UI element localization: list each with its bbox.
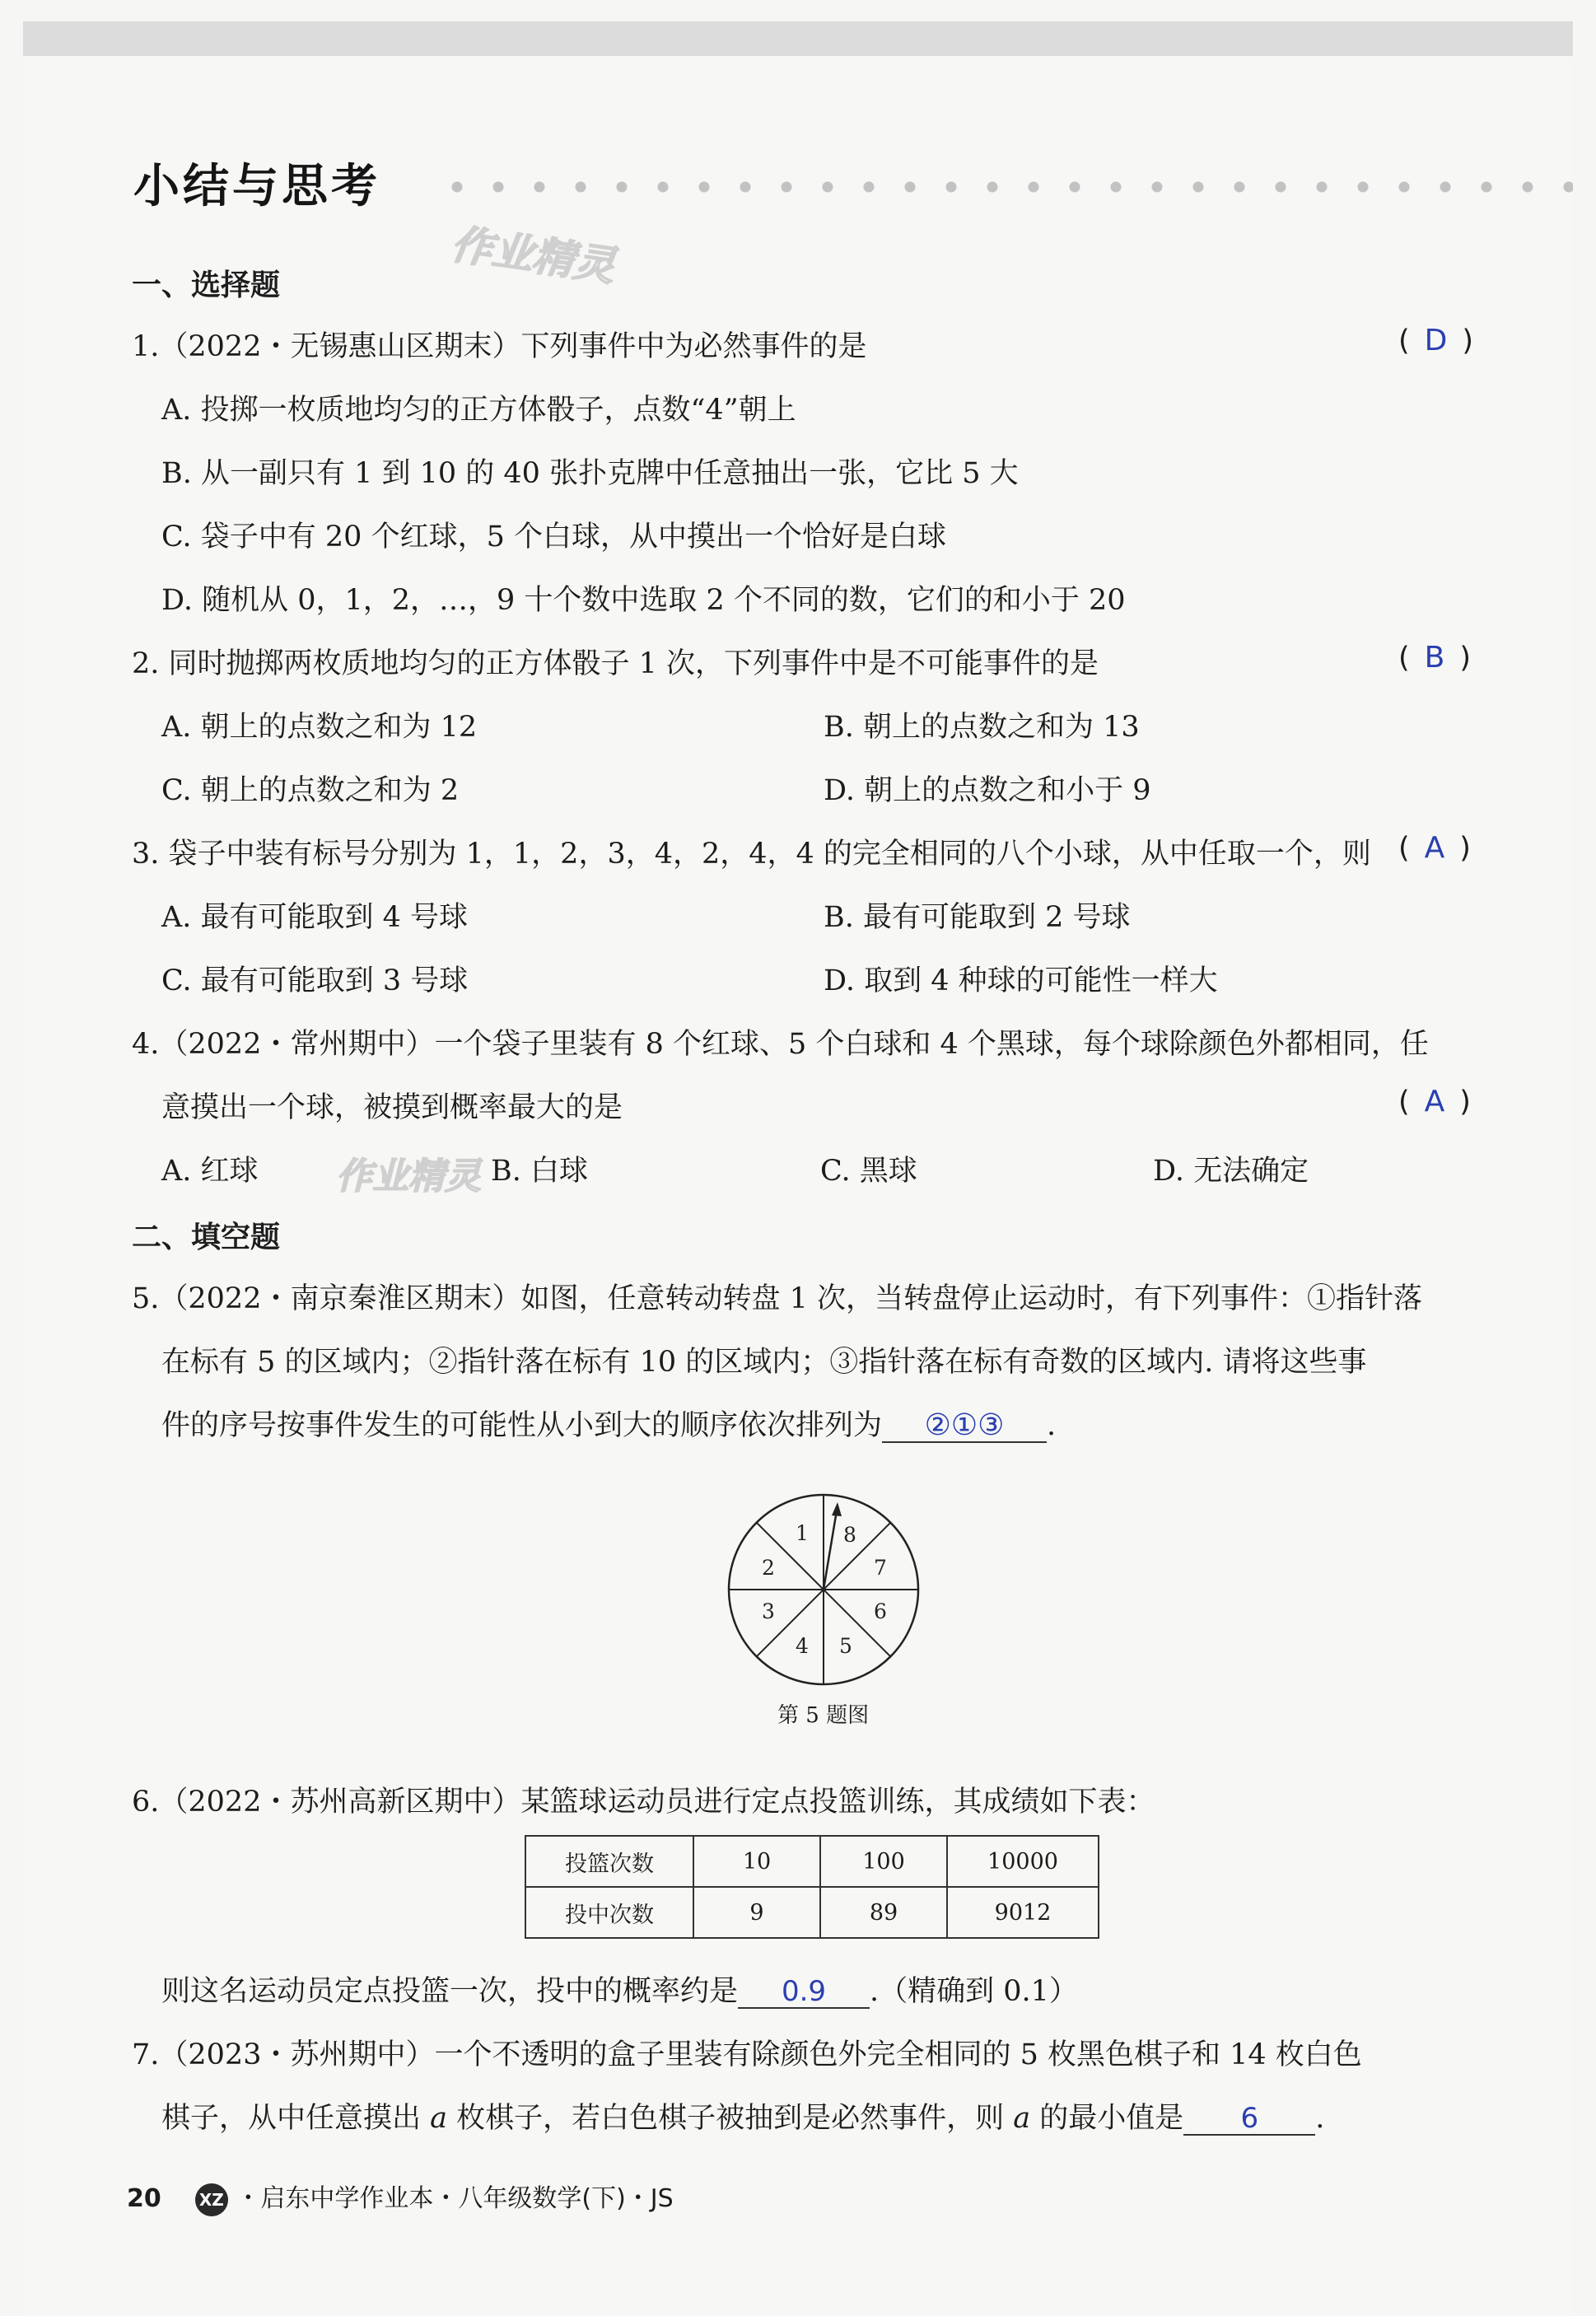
q4-option-b: B. 白球 [491,1155,588,1188]
q4-option-a: A. 红球 [161,1155,259,1188]
answer-4: ( A ) [1398,1085,1471,1118]
table-cell: 10000 [947,1836,1099,1887]
table-cell: 89 [820,1887,947,1938]
section-choice: 一、选择题 [132,268,281,302]
spinner-wheel [725,1491,922,1688]
answer-7: 6 [1183,2104,1315,2136]
q3-option-b: B. 最有可能取到 2 号球 [824,901,1131,934]
wheel-label-4: 4 [796,1634,809,1658]
question-5-line3: 件的序号按事件发生的可能性从小到大的顺序依次排列为 ②①③ . [161,1408,1057,1442]
answer-3: ( A ) [1398,831,1471,865]
wheel-label-3: 3 [762,1599,775,1623]
q3-option-c: C. 最有可能取到 3 号球 [161,964,469,997]
question-6: 6.（2022・苏州高新区期中）某篮球运动员进行定点投篮训练，其成绩如下表： [132,1786,1155,1819]
q2-option-d: D. 朝上的点数之和小于 9 [824,774,1151,807]
answer-2: ( B ) [1398,641,1472,675]
question-4-line1: 4.（2022・常州期中）一个袋子里装有 8 个红球、5 个白球和 4 个黑球，每个球除颜色外都相同，任 [132,1028,1429,1061]
table-cell: 投中次数 [525,1887,693,1938]
question-4-line2: 意摸出一个球，被摸到概率最大的是 [161,1091,623,1124]
answer-6: 0.9 [738,1977,870,2009]
watermark: 作业精灵 [448,220,618,291]
q1-option-b: B. 从一副只有 1 到 10 的 40 张扑克牌中任意抽出一张，它比 5 大 [161,457,1019,490]
section-fill: 二、填空题 [132,1221,281,1254]
wheel-label-6: 6 [874,1599,887,1623]
question-3: 3. 袋子中装有标号分别为 1，1，2，3，4，2，4，4 的完全相同的八个小球，从中任取一个，则 [132,838,1371,871]
question-7-line2: 棋子，从中任意摸出 a 枚棋子，若白色棋子被抽到是必然事件，则 a 的最小值是 6 . [161,2102,1325,2135]
question-7-line1: 7.（2023・苏州期中）一个不透明的盒子里装有除颜色外完全相同的 5 枚黑色棋子和 14 枚白色 [132,2038,1362,2071]
wheel-label-1: 1 [796,1521,809,1545]
footer-text: ・启东中学作业本・八年级数学(下)・JS [236,2184,674,2213]
q4-option-d: D. 无法确定 [1153,1155,1309,1188]
wheel-label-2: 2 [762,1556,775,1580]
question-2: 2. 同时抛掷两枚质地均匀的正方体骰子 1 次，下列事件中是不可能事件的是 [132,647,1099,680]
q2-option-a: A. 朝上的点数之和为 12 [161,711,478,744]
table-cell: 100 [820,1836,947,1887]
question-5-line1: 5.（2022・南京秦淮区期末）如图，任意转动转盘 1 次，当转盘停止运动时，有下列事件：①指针落 [132,1282,1422,1315]
page-footer [127,2178,674,2216]
question-1: 1.（2022・无锡惠山区期末）下列事件中为必然事件的是 [132,330,867,363]
q3-option-d: D. 取到 4 种球的可能性一样大 [824,964,1218,997]
answer-1: ( D ) [1398,324,1474,357]
figure-caption: 第 5 题图 [777,1703,870,1728]
publisher-badge: XZ [195,2183,228,2216]
table-cell: 9 [693,1887,820,1938]
title-dot-rule [436,181,1573,193]
q2-option-b: B. 朝上的点数之和为 13 [824,711,1140,744]
table-cell: 投篮次数 [525,1836,693,1887]
question-6-followup: 则这名运动员定点投篮一次，投中的概率约是 0.9 .（精确到 0.1） [161,1975,1078,2008]
page-title: 小结与思考 [133,160,380,213]
q1-option-d: D. 随机从 0，1，2，…，9 十个数中选取 2 个不同的数，它们的和小于 20 [161,584,1126,617]
question-5-line2: 在标有 5 的区域内；②指针落在标有 10 的区域内；③指针落在标有奇数的区域内. 请将这些事 [161,1346,1367,1379]
table-row [525,1836,1099,1887]
wheel-label-8: 8 [843,1523,856,1547]
q2-option-c: C. 朝上的点数之和为 2 [161,774,460,807]
watermark-2: 作业精灵 [336,1156,481,1198]
q1-option-a: A. 投掷一枚质地均匀的正方体骰子，点数“4”朝上 [161,394,796,427]
wheel-label-7: 7 [874,1556,887,1580]
q4-option-c: C. 黑球 [820,1155,917,1188]
table-cell: 9012 [947,1887,1099,1938]
shooting-table [525,1835,1099,1939]
page-number: 20 [127,2184,161,2213]
table-row [525,1887,1099,1938]
table-cell: 10 [693,1836,820,1887]
answer-5: ②①③ [882,1410,1047,1443]
wheel-label-5: 5 [839,1634,852,1658]
q3-option-a: A. 最有可能取到 4 号球 [161,901,469,934]
q1-option-c: C. 袋子中有 20 个红球，5 个白球，从中摸出一个恰好是白球 [161,521,946,553]
scan-top-bar [23,21,1573,56]
